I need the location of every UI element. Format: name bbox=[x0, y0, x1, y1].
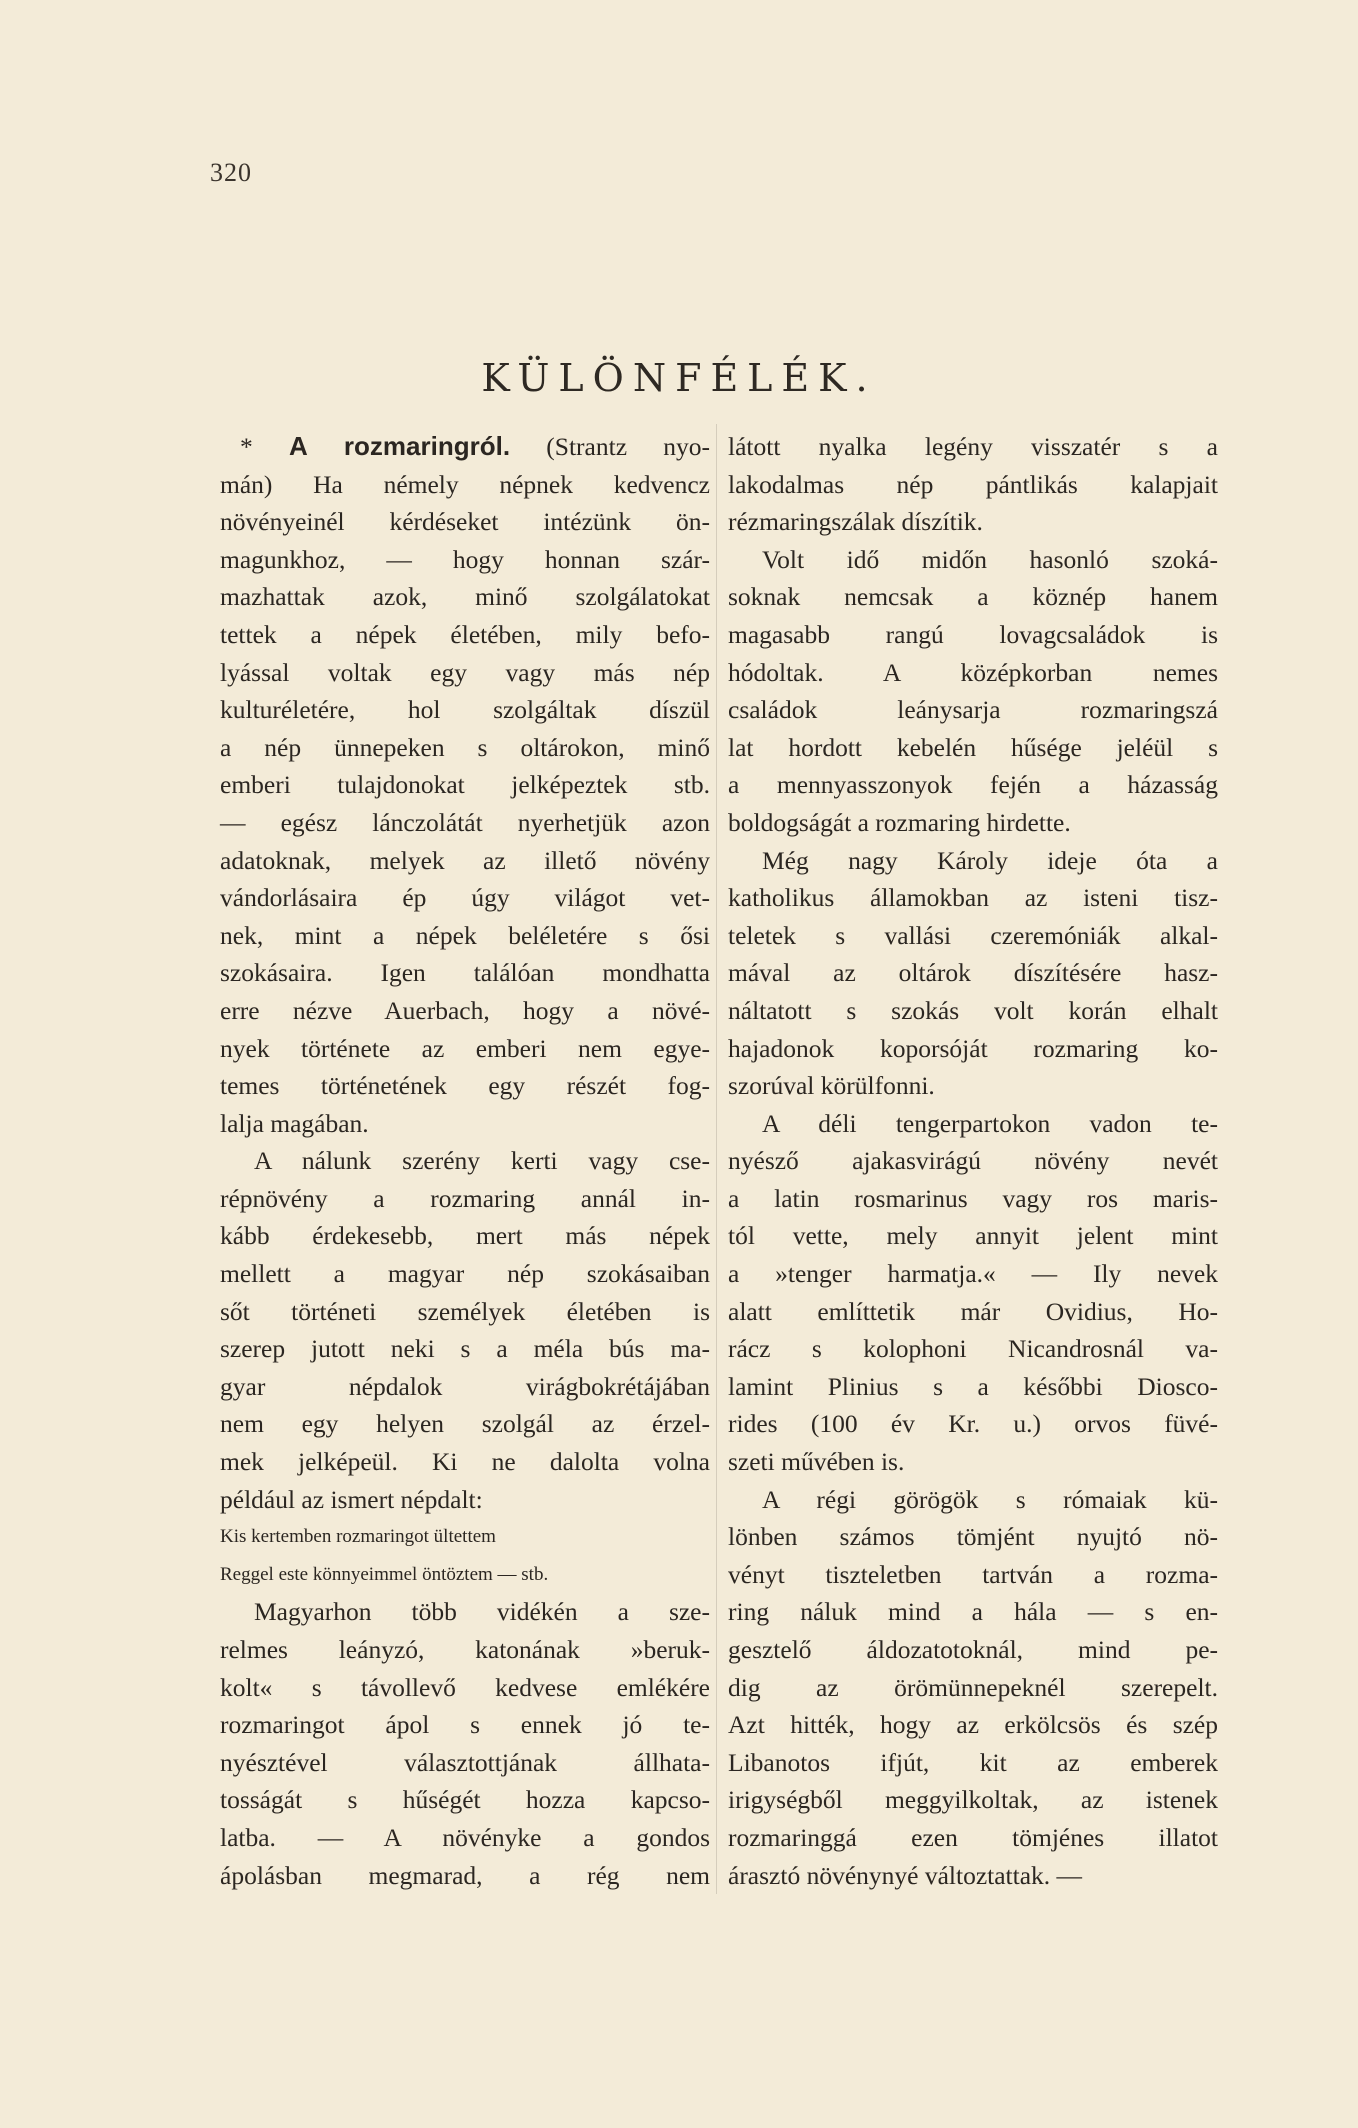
text-line: hódoltak. A középkorban nemes bbox=[728, 657, 1218, 687]
text-line: lönben számos tömjént nyujtó nö- bbox=[728, 1522, 1218, 1552]
right-column bbox=[728, 428, 1218, 1894]
text-line: a »tenger harmatja.« — Ily nevek bbox=[728, 1259, 1218, 1289]
text-line: gesztelő áldozatotoknál, mind pe- bbox=[728, 1635, 1218, 1664]
text-line: katholikus államokban az isteni tisz- bbox=[728, 883, 1218, 913]
text-line: a nép ünnepeken s oltárokon, minő bbox=[220, 732, 710, 762]
text-line: lyással voltak egy vagy más nép bbox=[220, 657, 710, 687]
text-line: Libanotos ifjút, kit az emberek bbox=[728, 1747, 1218, 1777]
text-line: rozmaringgá ezen tömjénes illatot bbox=[728, 1822, 1218, 1852]
text-line: ring náluk mind a hála — s en- bbox=[728, 1597, 1218, 1627]
text-line: mával az oltárok díszítésére hasz- bbox=[728, 958, 1218, 988]
text-line: a latin rosmarinus vagy ros maris- bbox=[728, 1183, 1218, 1213]
text-line: — egész lánczolátát nyerhetjük azon bbox=[220, 807, 710, 837]
text-line: emberi tulajdonokat jelképeztek stb. bbox=[220, 770, 710, 800]
text-line: rézmaringszálak díszítik. bbox=[728, 507, 983, 537]
text-line: soknak nemcsak a köznép hanem bbox=[728, 582, 1218, 612]
text-line: például az ismert népdalt: bbox=[220, 1484, 483, 1514]
text-line: lalja magában. bbox=[220, 1108, 369, 1138]
text-line: latba. — A növényke a gondos bbox=[220, 1822, 710, 1852]
text-line: nyésző ajakasvirágú növény nevét bbox=[728, 1146, 1218, 1176]
text-line: Volt idő midőn hasonló szoká- bbox=[762, 544, 1218, 574]
text-line: temes történetének egy részét fog- bbox=[220, 1071, 710, 1101]
text-line: magunkhoz, — hogy honnan szár- bbox=[220, 544, 710, 574]
text-line: szerep jutott neki s a méla bús ma- bbox=[220, 1334, 710, 1364]
column-divider bbox=[716, 424, 717, 1894]
text-line: gyar népdalok virágbokrétájában bbox=[220, 1371, 710, 1401]
text-line: relmes leányzó, katonának »beruk- bbox=[220, 1635, 710, 1664]
text-line: náltatott s szokás volt korán elhalt bbox=[728, 995, 1218, 1025]
text-line: kolt« s távollevő kedvese emlékére bbox=[220, 1672, 710, 1702]
text-line: Még nagy Károly ideje óta a bbox=[762, 845, 1218, 875]
text-line: mazhattak azok, minő szolgálatokat bbox=[220, 582, 710, 612]
text-line: A déli tengerpartokon vadon te- bbox=[762, 1108, 1218, 1138]
text-line: látott nyalka legény visszatér s a bbox=[728, 432, 1218, 461]
text-line: teletek s vallási czeremóniák alkal- bbox=[728, 920, 1218, 950]
text-line: vándorlásaira ép úgy világot vet- bbox=[220, 883, 710, 913]
text-line: adatoknak, melyek az illető növény bbox=[220, 845, 710, 875]
page-number: 320 bbox=[210, 158, 252, 187]
text-line: A nálunk szerény kerti vagy cse- bbox=[254, 1146, 710, 1176]
text-line: A régi görögök s rómaiak kü- bbox=[762, 1484, 1218, 1514]
text-line: mek jelképeül. Ki ne dalolta volna bbox=[220, 1447, 710, 1477]
text-line: mán) Ha némely népnek kedvencz bbox=[220, 469, 710, 499]
text-line: szorúval körülfonni. bbox=[728, 1071, 935, 1101]
text-line: családok leánysarja rozmaringszá bbox=[728, 695, 1218, 725]
text-line: Magyarhon több vidékén a sze- bbox=[254, 1597, 710, 1627]
text-line: hajadonok koporsóját rozmaring ko- bbox=[728, 1033, 1218, 1063]
text-line: boldogságát a rozmaring hirdette. bbox=[728, 807, 1071, 837]
text-line: vényt tiszteletben tartván a rozma- bbox=[728, 1559, 1218, 1589]
text-line: lat hordott kebelén hűsége jeléül s bbox=[728, 732, 1218, 762]
text-line: dig az örömünnepeknél szerepelt. bbox=[728, 1672, 1218, 1702]
text-line: nek, mint a népek beléletére s ősi bbox=[220, 920, 710, 950]
text-line: alatt említtetik már Ovidius, Ho- bbox=[728, 1296, 1218, 1326]
text-line: tettek a népek életében, mily befo- bbox=[220, 619, 710, 649]
text-line: nem egy helyen szolgál az érzel- bbox=[220, 1409, 710, 1439]
text-line: mellett a magyar nép szokásaiban bbox=[220, 1259, 710, 1289]
text-line: erre nézve Auerbach, hogy a növé- bbox=[220, 995, 710, 1025]
text-line: tól vette, mely annyit jelent mint bbox=[728, 1221, 1218, 1251]
text-line: ápolásban megmarad, a rég nem bbox=[220, 1860, 710, 1890]
text-line: szeti művében is. bbox=[728, 1447, 905, 1477]
text-line: nyésztével választottjának állhata- bbox=[220, 1747, 710, 1777]
text-line: a mennyasszonyok fején a házasság bbox=[728, 770, 1218, 800]
text-line: kább érdekesebb, mert más népek bbox=[220, 1221, 710, 1251]
verse-line: Reggel este könnyeimmel öntöztem — stb. bbox=[220, 1563, 549, 1585]
text-line: rácz s kolophoni Nicandrosnál va- bbox=[728, 1334, 1218, 1364]
text-line: tosságát s hűségét hozza kapcso- bbox=[220, 1785, 710, 1815]
text-line: lakodalmas nép pántlikás kalapjait bbox=[728, 469, 1218, 499]
text-line: magasabb rangú lovagcsaládok is bbox=[728, 619, 1218, 649]
text-line: rozmaringot ápol s ennek jó te- bbox=[220, 1710, 710, 1740]
text-line: Azt hitték, hogy az erkölcsös és szép bbox=[728, 1710, 1218, 1740]
text-line: kulturéletére, hol szolgáltak díszül bbox=[220, 695, 710, 725]
article-heading: A rozmaringról. bbox=[289, 431, 511, 461]
text-line: répnövény a rozmaring annál in- bbox=[220, 1183, 710, 1213]
text-line: lamint Plinius s a későbbi Diosco- bbox=[728, 1371, 1218, 1401]
heading-marker: * bbox=[240, 432, 289, 461]
text-line: szokásaira. Igen találóan mondhatta bbox=[220, 958, 710, 988]
section-title: KÜLÖNFÉLÉK. bbox=[481, 356, 877, 400]
text-line: árasztó növénynyé változtattak. — bbox=[728, 1860, 1083, 1890]
article-first-line bbox=[220, 428, 710, 466]
left-column bbox=[220, 428, 710, 1894]
text-line: rides (100 év Kr. u.) orvos füvé- bbox=[728, 1409, 1218, 1439]
text-line: növényeinél kérdéseket intézünk ön- bbox=[220, 507, 710, 537]
text-line: irigységből meggyilkoltak, az istenek bbox=[728, 1785, 1218, 1815]
first-line-rest: (Strantz nyo- bbox=[546, 432, 711, 461]
text-line: sőt történeti személyek életében is bbox=[220, 1296, 710, 1326]
verse-line: Kis kertemben rozmaringot ültettem bbox=[220, 1526, 496, 1548]
text-line: nyek története az emberi nem egye- bbox=[220, 1033, 710, 1063]
